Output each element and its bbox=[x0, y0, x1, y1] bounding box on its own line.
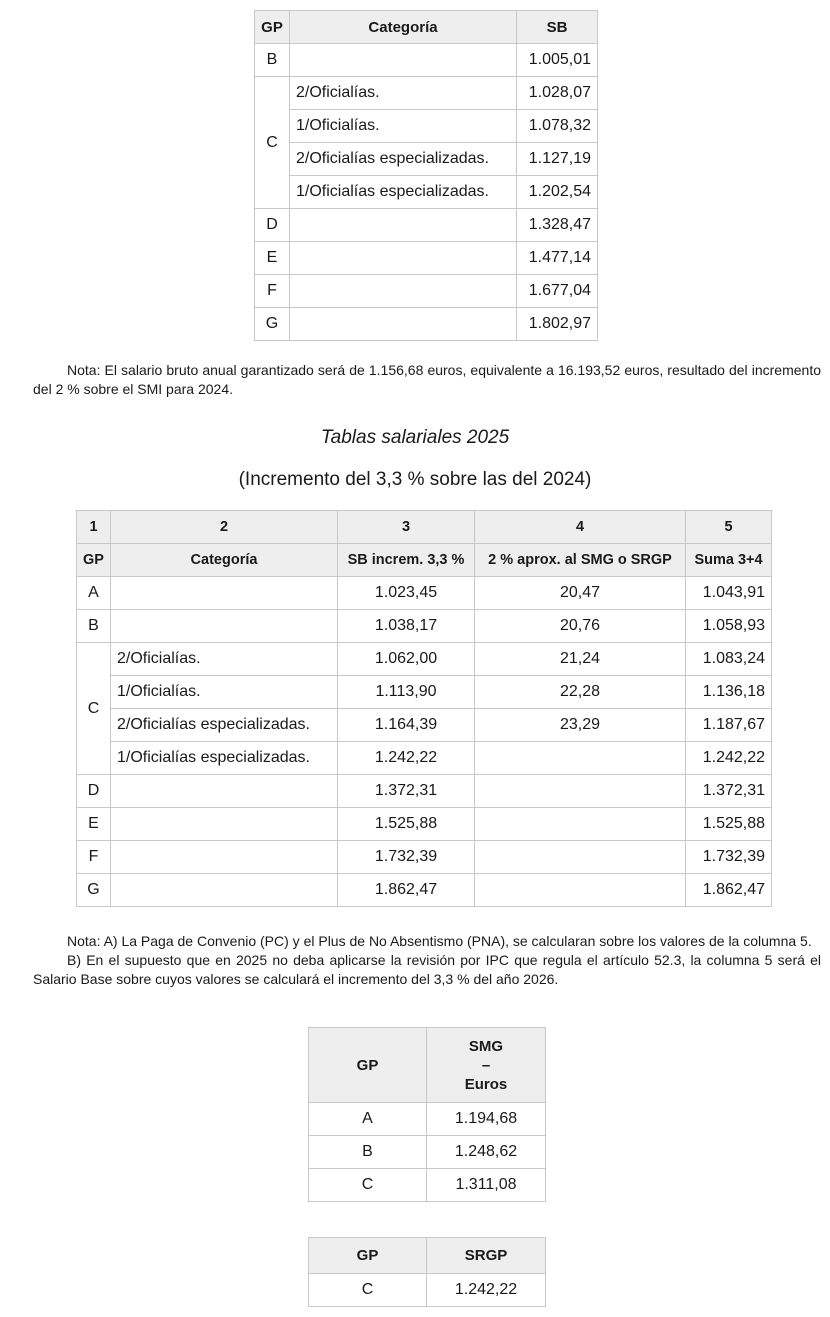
table-row bbox=[77, 610, 772, 643]
cell-gp: E bbox=[77, 808, 111, 841]
header-smg-euros bbox=[427, 1028, 546, 1103]
cell-value: 1.194,68 bbox=[427, 1103, 546, 1136]
cell-categoria bbox=[290, 209, 517, 242]
header-srgp: SRGP bbox=[427, 1238, 546, 1274]
note-2025-a: Nota: A) La Paga de Convenio (PC) y el Plus de No Absentismo (PNA), se calcularan sobre los valores de la columna 5. bbox=[67, 933, 812, 949]
header-gp: GP bbox=[309, 1028, 427, 1103]
table-row bbox=[255, 176, 598, 209]
cell-sb: 1.038,17 bbox=[338, 610, 475, 643]
table-row bbox=[255, 110, 598, 143]
cell-gp: A bbox=[77, 577, 111, 610]
cell-suma: 1.187,67 bbox=[686, 709, 772, 742]
cell-suma: 1.043,91 bbox=[686, 577, 772, 610]
cell-gp: F bbox=[255, 275, 290, 308]
cell-value: 1.311,08 bbox=[427, 1169, 546, 1202]
cell-gp: D bbox=[255, 209, 290, 242]
header-categoria: Categoría bbox=[290, 11, 517, 44]
table-header-row bbox=[309, 1238, 546, 1274]
table-row bbox=[77, 643, 772, 676]
table-row bbox=[255, 143, 598, 176]
cell-sb: 1.477,14 bbox=[517, 242, 598, 275]
cell-sb: 1.525,88 bbox=[338, 808, 475, 841]
note-2024 bbox=[33, 361, 821, 399]
header-aprox-smg: 2 % aprox. al SMG o SRGP bbox=[475, 544, 686, 577]
cell-suma: 1.083,24 bbox=[686, 643, 772, 676]
note-2025-b: B) En el supuesto que en 2025 no deba aplicarse la revisión por IPC que regula el artículo 52.3, la columna 5 será el Salario Base sobre cuyos valores se calculará el incremento del 3,3 % del año 2026. bbox=[33, 952, 821, 987]
header-suma: Suma 3+4 bbox=[686, 544, 772, 577]
cell-aprox bbox=[475, 775, 686, 808]
cell-categoria bbox=[111, 610, 338, 643]
cell-sb: 1.005,01 bbox=[517, 44, 598, 77]
table-row bbox=[309, 1103, 546, 1136]
table-row bbox=[77, 841, 772, 874]
cell-categoria bbox=[111, 874, 338, 907]
salary-table-2025 bbox=[76, 510, 772, 907]
header-smg-line3: Euros bbox=[464, 1075, 508, 1093]
salary-table-2024 bbox=[254, 10, 598, 341]
cell-sb: 1.328,47 bbox=[517, 209, 598, 242]
cell-aprox: 20,76 bbox=[475, 610, 686, 643]
cell-suma: 1.058,93 bbox=[686, 610, 772, 643]
cell-suma: 1.242,22 bbox=[686, 742, 772, 775]
cell-categoria: 2/Oficialías especializadas. bbox=[111, 709, 338, 742]
cell-categoria: 1/Oficialías. bbox=[290, 110, 517, 143]
cell-sb: 1.202,54 bbox=[517, 176, 598, 209]
cell-aprox bbox=[475, 874, 686, 907]
header-sb-increm: SB increm. 3,3 % bbox=[338, 544, 475, 577]
cell-gp: B bbox=[309, 1136, 427, 1169]
table-row bbox=[77, 808, 772, 841]
cell-value: 1.248,62 bbox=[427, 1136, 546, 1169]
cell-gp: E bbox=[255, 242, 290, 275]
table-header-row bbox=[255, 11, 598, 44]
column-number: 1 bbox=[77, 511, 111, 544]
cell-aprox bbox=[475, 841, 686, 874]
cell-aprox bbox=[475, 808, 686, 841]
cell-categoria bbox=[111, 808, 338, 841]
cell-sb: 1.062,00 bbox=[338, 643, 475, 676]
cell-categoria: 2/Oficialías. bbox=[290, 77, 517, 110]
column-number: 4 bbox=[475, 511, 686, 544]
cell-sb: 1.127,19 bbox=[517, 143, 598, 176]
header-gp: GP bbox=[309, 1238, 427, 1274]
cell-categoria: 1/Oficialías especializadas. bbox=[111, 742, 338, 775]
cell-gp: B bbox=[255, 44, 290, 77]
table-row bbox=[255, 44, 598, 77]
cell-aprox: 22,28 bbox=[475, 676, 686, 709]
cell-gp: D bbox=[77, 775, 111, 808]
column-number-row bbox=[77, 511, 772, 544]
cell-categoria bbox=[290, 44, 517, 77]
cell-categoria: 2/Oficialías. bbox=[111, 643, 338, 676]
header-categoria: Categoría bbox=[111, 544, 338, 577]
cell-gp: G bbox=[77, 874, 111, 907]
cell-sb: 1.862,47 bbox=[338, 874, 475, 907]
cell-sb: 1.023,45 bbox=[338, 577, 475, 610]
cell-gp: C bbox=[77, 643, 111, 775]
cell-gp: B bbox=[77, 610, 111, 643]
cell-sb: 1.242,22 bbox=[338, 742, 475, 775]
cell-categoria: 1/Oficialías. bbox=[111, 676, 338, 709]
cell-aprox: 20,47 bbox=[475, 577, 686, 610]
table-row bbox=[309, 1169, 546, 1202]
table-row bbox=[309, 1274, 546, 1307]
cell-gp: G bbox=[255, 308, 290, 341]
cell-sb: 1.113,90 bbox=[338, 676, 475, 709]
section-subtitle-2025: (Incremento del 3,3 % sobre las del 2024) bbox=[238, 469, 592, 490]
cell-sb: 1.372,31 bbox=[338, 775, 475, 808]
cell-suma: 1.136,18 bbox=[686, 676, 772, 709]
cell-aprox: 23,29 bbox=[475, 709, 686, 742]
column-number: 5 bbox=[686, 511, 772, 544]
srgp-table bbox=[308, 1237, 546, 1307]
cell-categoria bbox=[290, 242, 517, 275]
cell-gp: C bbox=[309, 1274, 427, 1307]
table-header-row bbox=[77, 544, 772, 577]
table-row bbox=[77, 709, 772, 742]
cell-value: 1.242,22 bbox=[427, 1274, 546, 1307]
header-sb: SB bbox=[517, 11, 598, 44]
cell-sb: 1.078,32 bbox=[517, 110, 598, 143]
table-row bbox=[77, 676, 772, 709]
table-row bbox=[255, 209, 598, 242]
table-row bbox=[77, 775, 772, 808]
header-gp: GP bbox=[77, 544, 111, 577]
cell-suma: 1.862,47 bbox=[686, 874, 772, 907]
table-row bbox=[255, 77, 598, 110]
cell-sb: 1.164,39 bbox=[338, 709, 475, 742]
section-title-2025: Tablas salariales 2025 bbox=[320, 427, 510, 448]
cell-categoria bbox=[111, 841, 338, 874]
note-2025 bbox=[33, 932, 821, 989]
cell-categoria bbox=[290, 308, 517, 341]
cell-suma: 1.372,31 bbox=[686, 775, 772, 808]
cell-gp: A bbox=[309, 1103, 427, 1136]
cell-categoria bbox=[290, 275, 517, 308]
cell-gp: C bbox=[309, 1169, 427, 1202]
table-row bbox=[77, 874, 772, 907]
cell-aprox: 21,24 bbox=[475, 643, 686, 676]
note-2024-text: Nota: El salario bruto anual garantizado será de 1.156,68 euros, equivalente a 16.193,52 euros, resultado del incremento del 2 % sobre el SMI para 2024. bbox=[33, 362, 821, 397]
cell-sb: 1.732,39 bbox=[338, 841, 475, 874]
cell-gp: F bbox=[77, 841, 111, 874]
header-gp: GP bbox=[255, 11, 290, 44]
table-row bbox=[255, 275, 598, 308]
cell-sb: 1.802,97 bbox=[517, 308, 598, 341]
table-row bbox=[255, 308, 598, 341]
column-number: 2 bbox=[111, 511, 338, 544]
cell-suma: 1.732,39 bbox=[686, 841, 772, 874]
cell-sb: 1.028,07 bbox=[517, 77, 598, 110]
cell-categoria bbox=[111, 775, 338, 808]
table-header-row bbox=[309, 1028, 546, 1103]
cell-aprox bbox=[475, 742, 686, 775]
column-number: 3 bbox=[338, 511, 475, 544]
table-row bbox=[309, 1136, 546, 1169]
cell-suma: 1.525,88 bbox=[686, 808, 772, 841]
cell-gp: C bbox=[255, 77, 290, 209]
table-row bbox=[255, 242, 598, 275]
cell-categoria: 2/Oficialías especializadas. bbox=[290, 143, 517, 176]
table-row bbox=[77, 577, 772, 610]
table-row bbox=[77, 742, 772, 775]
header-smg-line1: SMG bbox=[468, 1037, 504, 1055]
cell-categoria bbox=[111, 577, 338, 610]
cell-categoria: 1/Oficialías especializadas. bbox=[290, 176, 517, 209]
header-smg-line2: – bbox=[481, 1056, 491, 1074]
smg-table bbox=[308, 1027, 546, 1202]
cell-sb: 1.677,04 bbox=[517, 275, 598, 308]
